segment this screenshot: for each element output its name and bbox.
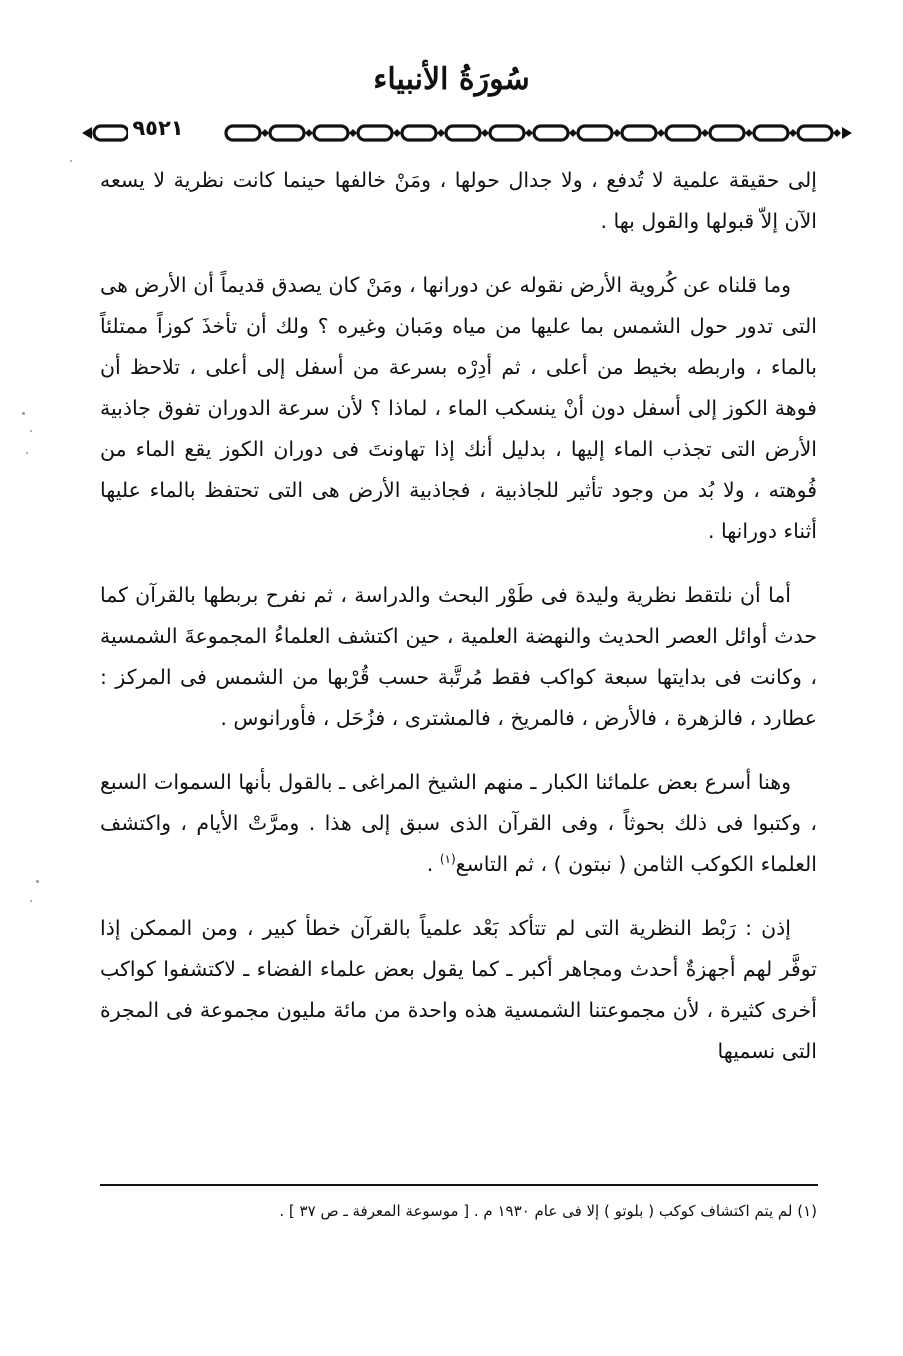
paragraph-3: أما أن نلتقط نظرية وليدة فى طَوْر البحث والدراسة ، ثم نفرح بربطها بالقرآن كما حدث أوائل العصر الحديث والنهضة العلمية ، حين اكتشف العلماءُ المجموعةَ الشمسية ، وكانت فى بدايتها سبعة كواكب فقط مُرتَّبة حسب قُرْبها من الشمس فى المركز : عطارد ، فالزهرة ، فالأرض ، فالمريخ ، فالمشترى ، فزُحَل ، فأورانوس . <box>100 583 817 730</box>
body-text <box>100 160 817 1095</box>
margin-speck <box>26 452 28 454</box>
paragraph-1: إلى حقيقة علمية لا تُدفع ، ولا جدال حولها ، ومَنْ خالفها حينما كانت نظرية لا يسعه الآن إلاّ قبولها والقول بها . <box>100 168 817 233</box>
footnote-text: (١) لم يتم اكتشاف كوكب ( بلوتو ) إلا فى عام ١٩٣٠ م . [ موسوعة المعرفة ـ ص ٣٧ ] . <box>279 1202 817 1220</box>
margin-speck <box>22 412 25 415</box>
margin-speck <box>30 430 32 432</box>
margin-speck <box>30 900 32 902</box>
margin-speck <box>36 880 39 883</box>
page-number: ٩٥٢١ <box>128 116 188 140</box>
paragraph-5: إذن : رَبْط النظرية التى لم تتأكد بَعْد علمياً بالقرآن خطأ كبير ، ومن الممكن إذا توفَّر لهم أجهزةٌ أحدث ومجاهر أكبر ـ كما يقول بعض علماء الفضاء ـ لاكتشفوا كواكب أخرى كثيرة ، لأن مجموعتنا الشمسية هذه واحدة من مائة مليون مجموعة فى المجرة التى نسميها <box>100 916 817 1063</box>
footnote-divider <box>100 1184 818 1186</box>
ornamental-border <box>82 118 852 148</box>
paragraph-4-end: . <box>426 852 440 876</box>
ornament-chain-icon <box>82 118 852 148</box>
margin-speck <box>70 160 72 162</box>
paragraph-2: وما قلناه عن كُروية الأرض نقوله عن دورانها ، ومَنْ كان يصدق قديماً أن الأرض هى التى تدور حول الشمس بما عليها من مياه ومَبان وغيره ؟ ولك أن تأخذَ كوزاً ممتلئاً بالماء ، واربطه بخيط من أعلى ، ثم أدِرْه بسرعة من أسفل إلى أعلى ، تلاحظ أن فوهة الكوز إلى أسفل دون أنْ ينسكب الماء ، لماذا ؟ لأن سرعة الدوران تفوق جاذبية الأرض التى تجذب الماء إليها ، بدليل أنك إذا تهاونتَ فى دوران الكوز يقع الماء من فُوهته ، ولا بُد من وجود تأثير للجاذبية ، فجاذبية الأرض هى التى تحتفظ بالماء عليها أثناء دورانها . <box>100 273 817 543</box>
paragraph-4-text: وهنا أسرع بعض علمائنا الكبار ـ منهم الشيخ المراغى ـ بالقول بأنها السموات السبع ، وكتبوا فى ذلك بحوثاً ، وفى القرآن الذى سبق إلى هذا . ومرَّتْ الأيام ، واكتشف العلماء الكوكب الثامن ( نبتون ) ، ثم التاسع <box>100 770 817 876</box>
footnote-reference[interactable]: (١) <box>439 852 456 867</box>
paragraph-4 <box>100 762 817 885</box>
surah-title: سُورَةُ الأنبياء <box>373 62 530 97</box>
